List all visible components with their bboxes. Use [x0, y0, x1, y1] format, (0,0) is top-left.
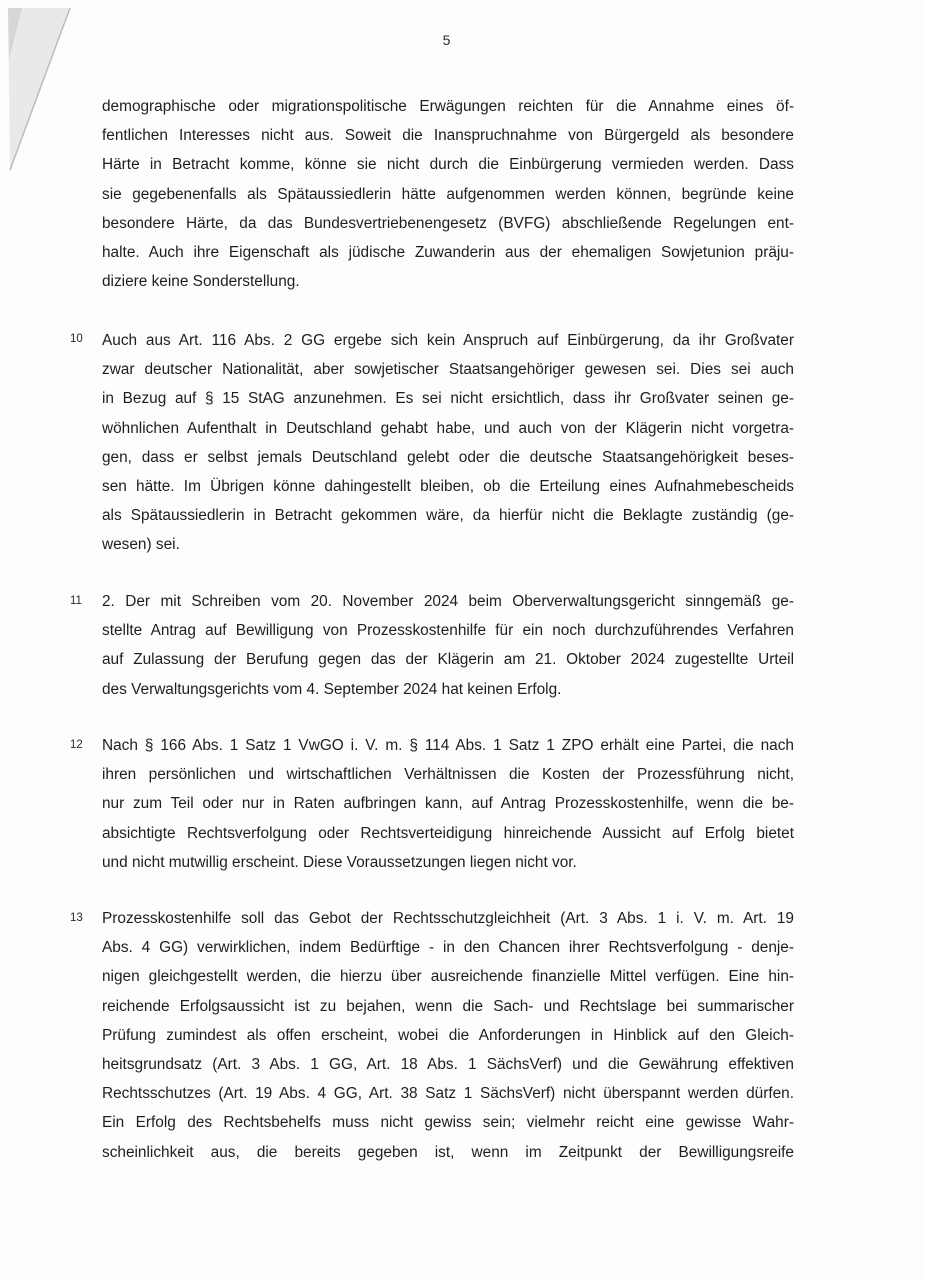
- margin-number-12: 12: [70, 739, 83, 751]
- text-line: stellte Antrag auf Bewilligung von Prozesskostenhilfe für ein noch durchzuführendes Verfahren: [102, 622, 794, 640]
- text-line: sie gegebenenfalls als Spätaussiedlerin hätte aufgenommen werden können, begründe keine: [102, 185, 794, 203]
- text-line: fentlichen Interesses nicht aus. Soweit die Inanspruchnahme von Bürgergeld als besondere: [102, 127, 794, 145]
- text-line: des Verwaltungsgerichts vom 4. September 2024 hat keinen Erfolg.: [102, 680, 562, 698]
- paragraph-continuation: [102, 92, 794, 296]
- text-line: absichtigte Rechtsverfolgung oder Rechtsverteidigung hinreichende Aussicht auf Erfolg bietet: [102, 824, 794, 842]
- text-line: auf Zulassung der Berufung gegen das der Klägerin am 21. Oktober 2024 zugestellte Urteil: [102, 651, 794, 669]
- text-line: halte. Auch ihre Eigenschaft als jüdische Zuwanderin aus der ehemaligen Sowjetunion präju-: [102, 244, 794, 262]
- margin-number-10: 10: [70, 333, 83, 345]
- text-line: heitsgrundsatz (Art. 3 Abs. 1 GG, Art. 18 Abs. 1 SächsVerf) und die Gewährung effektiven: [102, 1056, 794, 1074]
- paragraph-10: [102, 326, 794, 560]
- text-line: reichende Erfolgsaussicht ist zu bejahen, wenn die Sach- und Rechtslage bei summarischer: [102, 997, 794, 1015]
- margin-number-13: 13: [70, 912, 83, 924]
- text-line: wesen) sei.: [102, 536, 180, 554]
- text-line: demographische oder migrationspolitische Erwägungen reichten für die Annahme eines öf-: [102, 98, 794, 115]
- text-line: Härte in Betracht komme, könne sie nicht durch die Einbürgerung vermieden werden. Dass: [102, 156, 794, 174]
- text-line: Ein Erfolg des Rechtsbehelfs muss nicht gewiss sein; vielmehr reicht eine gewisse Wahr-: [102, 1114, 794, 1132]
- text-line: gen, dass er selbst jemals Deutschland gelebt oder die deutsche Staatsangehörigkeit beses-: [102, 448, 794, 466]
- text-line: nur zum Teil oder nur in Raten aufbringen kann, auf Antrag Prozesskostenhilfe, wenn die be-: [102, 795, 794, 813]
- text-line: Auch aus Art. 116 Abs. 2 GG ergebe sich kein Anspruch auf Einbürgerung, da ihr Großvater: [102, 332, 794, 349]
- text-line: besondere Härte, da das Bundesvertriebenengesetz (BVFG) abschließende Regelungen ent-: [102, 214, 794, 232]
- text-line: scheinlichkeit aus, die bereits gegeben ist, wenn im Zeitpunkt der Bewilligungsreife: [102, 1143, 794, 1161]
- text-line: Rechtsschutzes (Art. 19 Abs. 4 GG, Art. 38 Satz 1 SächsVerf) nicht überspannt werden dürfen.: [102, 1085, 794, 1103]
- text-line: nigen gleichgestellt werden, die hierzu über ausreichende finanzielle Mittel verfügen. Eine hin-: [102, 968, 794, 986]
- text-line: in Bezug auf § 15 StAG anzunehmen. Es sei nicht ersichtlich, dass ihr Großvater seinen ge-: [102, 390, 794, 408]
- text-line: Prüfung zumindest als offen erscheint, wobei die Anforderungen in Hinblick auf den Gleich-: [102, 1026, 794, 1044]
- text-line: ihren persönlichen und wirtschaftlichen Verhältnissen die Kosten der Prozessführung nicht,: [102, 766, 794, 784]
- scan-fold-artifact: [0, 0, 80, 200]
- text-line: wöhnlichen Aufenthalt in Deutschland gehabt habe, und auch von der Klägerin nicht vorgetra-: [102, 419, 794, 437]
- text-line: Abs. 4 GG) verwirklichen, indem Bedürftige - in den Chancen ihrer Rechtsverfolgung - denje-: [102, 939, 794, 957]
- margin-number-11: 11: [70, 595, 82, 607]
- text-line: diziere keine Sonderstellung.: [102, 273, 300, 291]
- text-line: 2. Der mit Schreiben vom 20. November 2024 beim Oberverwaltungsgericht sinngemäß ge-: [102, 593, 794, 610]
- paragraph-13: [102, 904, 794, 1167]
- text-line: Nach § 166 Abs. 1 Satz 1 VwGO i. V. m. § 114 Abs. 1 Satz 1 ZPO erhält eine Partei, die nach: [102, 737, 794, 754]
- paragraph-12: [102, 731, 794, 877]
- text-line: sen hätte. Im Übrigen könne dahingestellt bleiben, ob die Erteilung eines Aufnahmebescheids: [102, 478, 794, 496]
- text-line: und nicht mutwillig erscheint. Diese Voraussetzungen liegen nicht vor.: [102, 853, 577, 871]
- text-line: Prozesskostenhilfe soll das Gebot der Rechtsschutzgleichheit (Art. 3 Abs. 1 i. V. m. Art. 19: [102, 910, 794, 927]
- page-number: 5: [442, 32, 451, 48]
- text-line: als Spätaussiedlerin in Betracht gekommen wäre, da hierfür nicht die Beklagte zuständig (ge-: [102, 507, 794, 525]
- text-line: zwar deutscher Nationalität, aber sowjetischer Staatsangehöriger gewesen sei. Dies sei auch: [102, 361, 794, 379]
- paragraph-11: [102, 587, 794, 704]
